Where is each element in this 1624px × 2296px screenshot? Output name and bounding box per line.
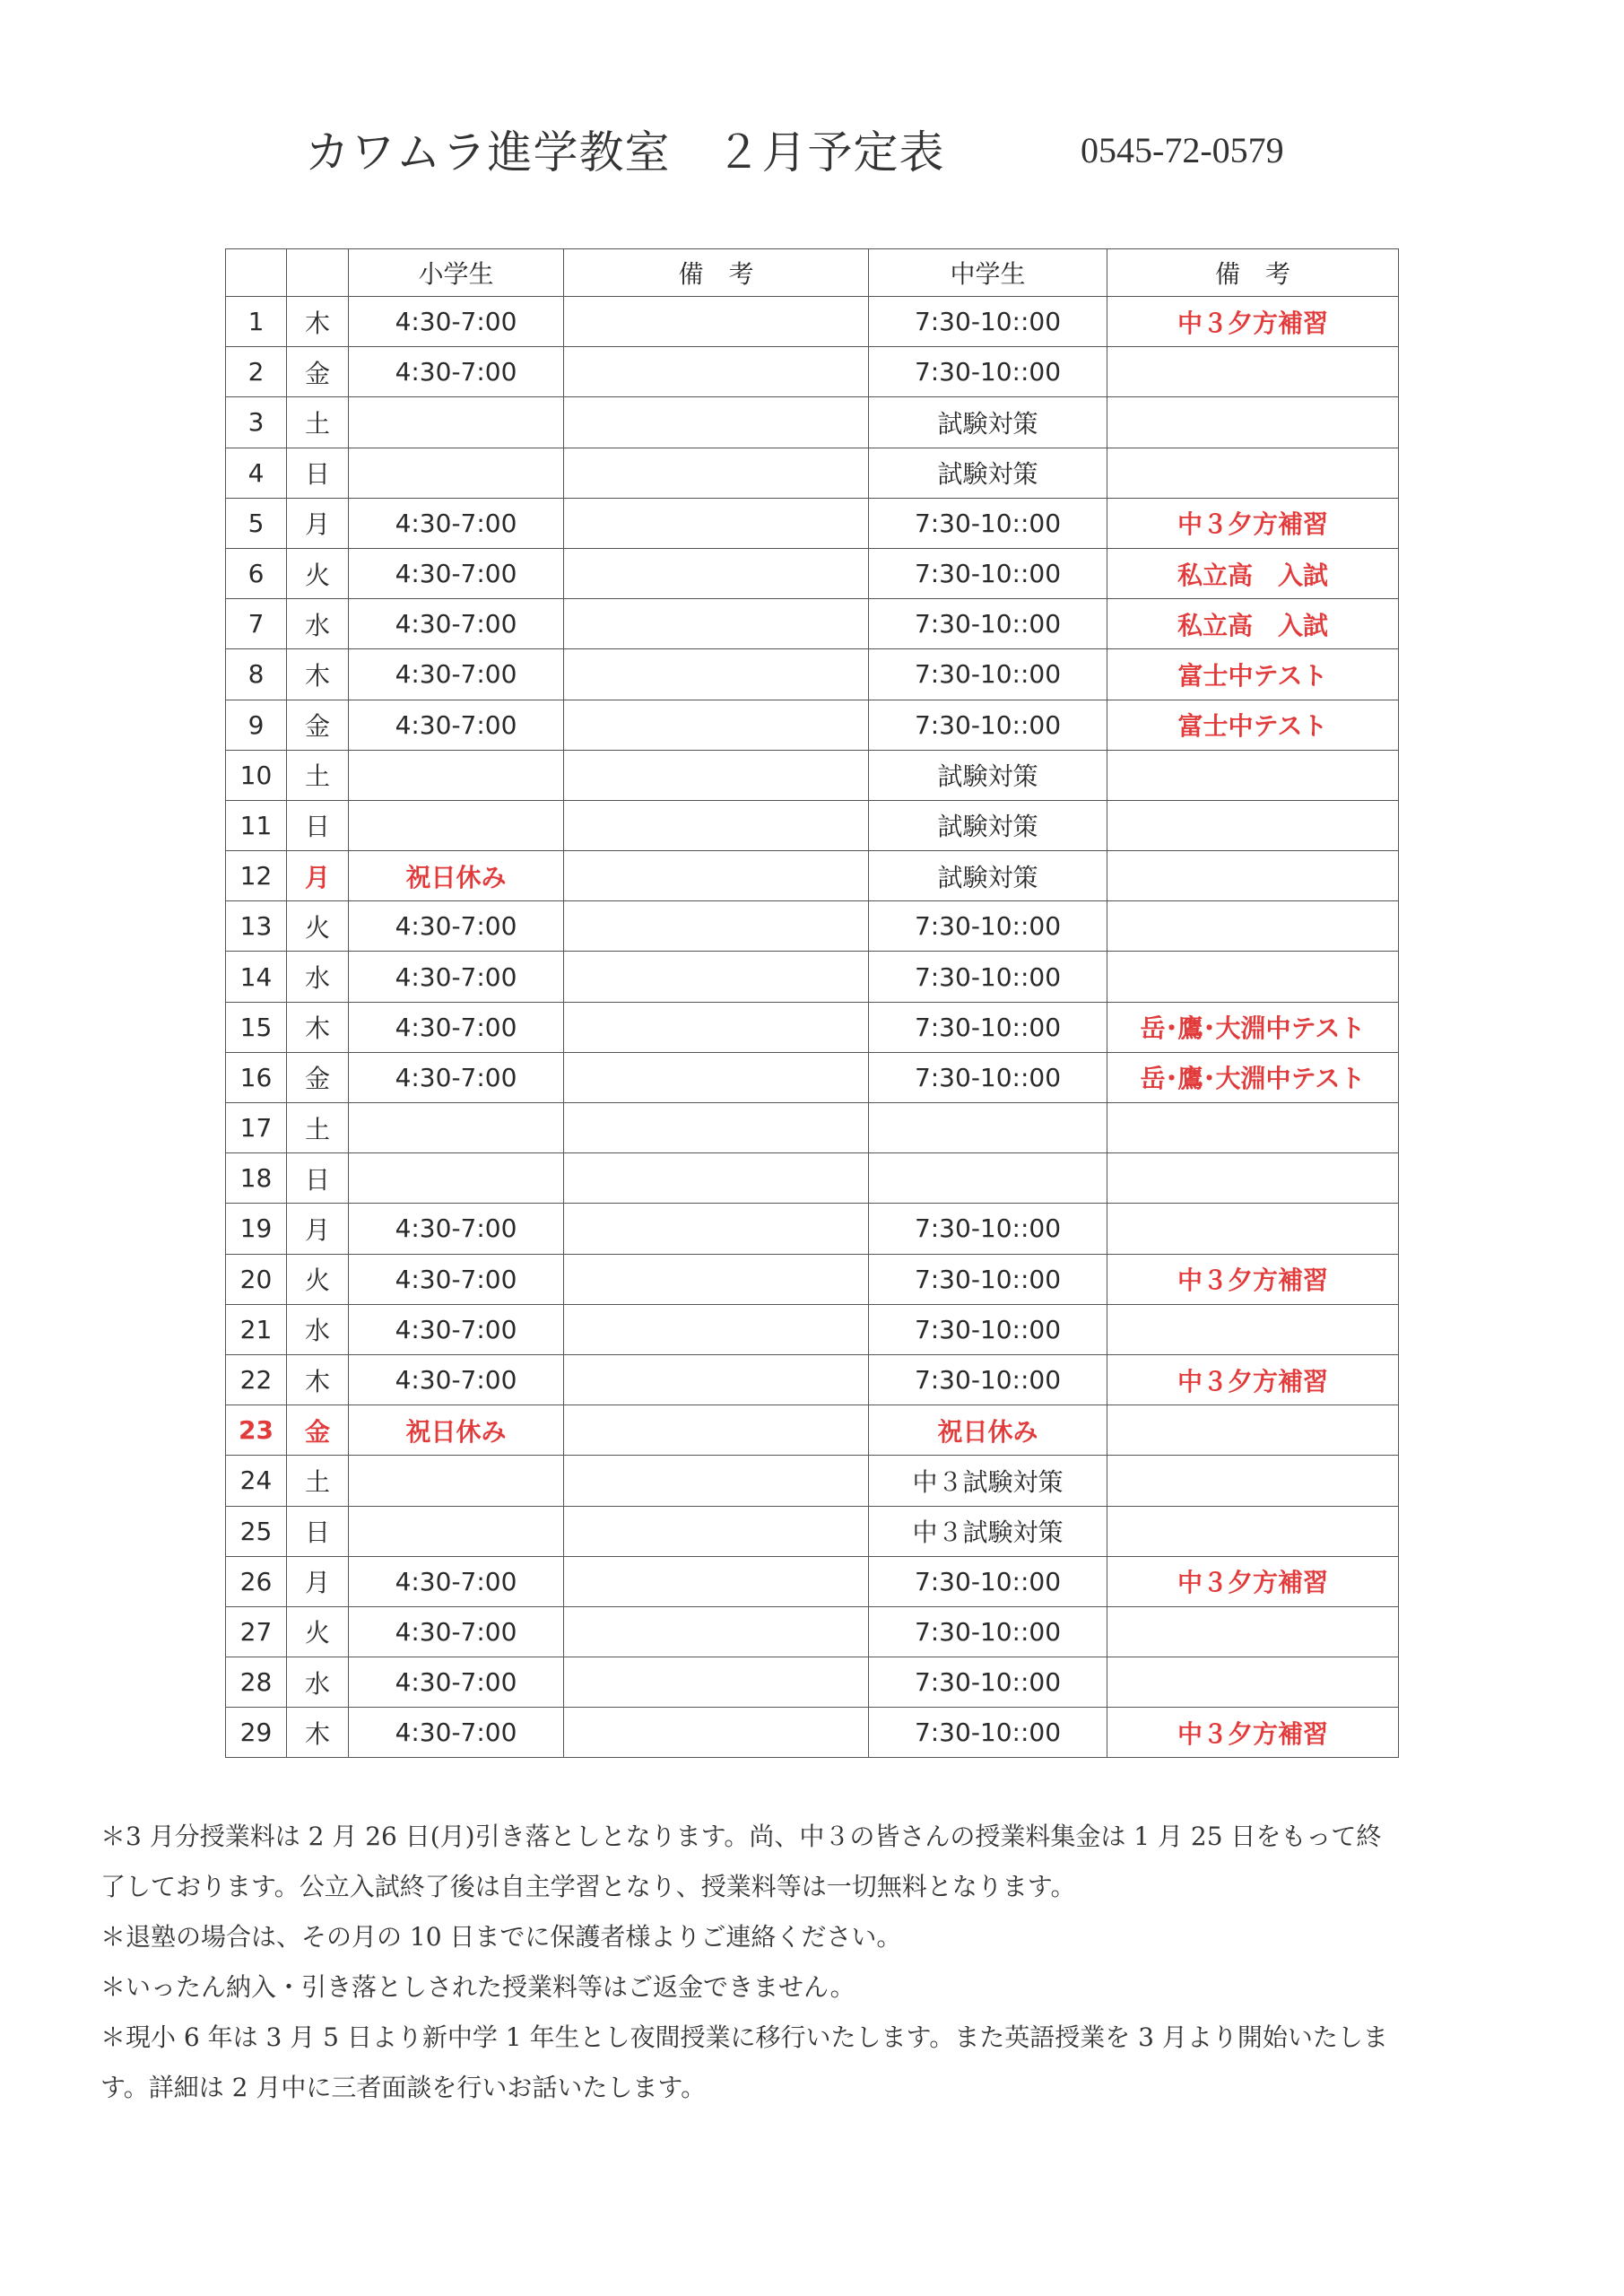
cell-middle-note: [1107, 800, 1399, 850]
cell-middle-note: [1107, 952, 1399, 1002]
cell-middle: 7:30-10::00: [869, 1002, 1107, 1052]
cell-weekday: 土: [287, 1103, 349, 1153]
header-day: [226, 249, 287, 297]
cell-weekday: 水: [287, 1304, 349, 1354]
cell-middle: 7:30-10::00: [869, 1304, 1107, 1354]
cell-elementary-note: [564, 548, 869, 598]
cell-day: 18: [226, 1153, 287, 1204]
cell-elementary-note: [564, 448, 869, 498]
table-row: [226, 1405, 1399, 1456]
cell-middle: 7:30-10::00: [869, 548, 1107, 598]
cell-elementary: 4:30-7:00: [349, 1304, 564, 1354]
cell-middle: 試験対策: [869, 448, 1107, 498]
table-row: [226, 548, 1399, 598]
cell-elementary: [349, 1456, 564, 1506]
table-row: [226, 397, 1399, 448]
cell-middle-note: [1107, 901, 1399, 952]
cell-elementary-note: [564, 498, 869, 548]
cell-day: 13: [226, 901, 287, 952]
cell-weekday: 金: [287, 347, 349, 397]
cell-middle: 7:30-10::00: [869, 649, 1107, 700]
cell-weekday: 木: [287, 1708, 349, 1758]
cell-middle-note: 岳･鷹･大淵中テスト: [1107, 1052, 1399, 1102]
cell-day: 23: [226, 1405, 287, 1456]
cell-elementary-note: [564, 1354, 869, 1405]
table-row: [226, 448, 1399, 498]
cell-elementary: 4:30-7:00: [349, 347, 564, 397]
cell-elementary-note: [564, 800, 869, 850]
cell-elementary-note: [564, 1708, 869, 1758]
cell-day: 21: [226, 1304, 287, 1354]
note-line: す。詳細は 2 月中に三者面談を行いお話いたします。: [100, 2073, 707, 2102]
cell-day: 22: [226, 1354, 287, 1405]
cell-middle-note: [1107, 851, 1399, 901]
cell-middle: [869, 1103, 1107, 1153]
cell-weekday: 水: [287, 1657, 349, 1708]
phone-number: 0545-72-0579: [1081, 130, 1284, 170]
cell-elementary: 4:30-7:00: [349, 1354, 564, 1405]
cell-middle: 7:30-10::00: [869, 700, 1107, 750]
table-row: [226, 1002, 1399, 1052]
cell-middle-note: 中３夕方補習: [1107, 1254, 1399, 1304]
cell-elementary: [349, 1103, 564, 1153]
table-row: [226, 851, 1399, 901]
table-row: [226, 901, 1399, 952]
cell-middle: 7:30-10::00: [869, 498, 1107, 548]
cell-middle-note: [1107, 1456, 1399, 1506]
cell-day: 3: [226, 397, 287, 448]
cell-elementary: 祝日休み: [349, 851, 564, 901]
cell-middle-note: 富士中テスト: [1107, 649, 1399, 700]
cell-elementary-note: [564, 1153, 869, 1204]
schedule-body: [226, 297, 1399, 1758]
table-row: [226, 1304, 1399, 1354]
cell-elementary-note: [564, 1304, 869, 1354]
cell-weekday: 金: [287, 700, 349, 750]
header-weekday: [287, 249, 349, 297]
cell-middle-note: 私立高 入試: [1107, 599, 1399, 649]
cell-middle: 中３試験対策: [869, 1506, 1107, 1556]
header-middle-notes: 備 考: [1107, 249, 1399, 297]
cell-middle: 7:30-10::00: [869, 1254, 1107, 1304]
cell-elementary-note: [564, 1052, 869, 1102]
cell-weekday: 木: [287, 649, 349, 700]
cell-day: 1: [226, 297, 287, 347]
cell-elementary: 4:30-7:00: [349, 1556, 564, 1606]
cell-middle: 7:30-10::00: [869, 901, 1107, 952]
cell-middle-note: [1107, 1304, 1399, 1354]
table-row: [226, 1606, 1399, 1657]
cell-middle: 中３試験対策: [869, 1456, 1107, 1506]
note-line: ＊退塾の場合は、その月の 10 日までに保護者様よりご連絡ください。: [100, 1922, 902, 1952]
cell-elementary-note: [564, 1556, 869, 1606]
cell-elementary-note: [564, 952, 869, 1002]
cell-elementary: [349, 1153, 564, 1204]
cell-elementary: 4:30-7:00: [349, 498, 564, 548]
cell-middle-note: [1107, 750, 1399, 800]
cell-elementary: 4:30-7:00: [349, 1708, 564, 1758]
cell-middle: 7:30-10::00: [869, 1556, 1107, 1606]
cell-elementary: 4:30-7:00: [349, 1204, 564, 1254]
table-row: [226, 1254, 1399, 1304]
cell-middle-note: [1107, 1606, 1399, 1657]
cell-weekday: 木: [287, 297, 349, 347]
table-row: [226, 1708, 1399, 1758]
cell-day: 10: [226, 750, 287, 800]
cell-day: 4: [226, 448, 287, 498]
cell-weekday: 火: [287, 1254, 349, 1304]
cell-middle: [869, 1153, 1107, 1204]
cell-weekday: 火: [287, 1606, 349, 1657]
cell-day: 20: [226, 1254, 287, 1304]
table-row: [226, 1204, 1399, 1254]
cell-elementary: 4:30-7:00: [349, 548, 564, 598]
cell-middle: 7:30-10::00: [869, 599, 1107, 649]
cell-middle: 7:30-10::00: [869, 1606, 1107, 1657]
cell-middle: 7:30-10::00: [869, 952, 1107, 1002]
cell-middle-note: 中３夕方補習: [1107, 498, 1399, 548]
cell-elementary-note: [564, 599, 869, 649]
cell-day: 28: [226, 1657, 287, 1708]
cell-middle-note: [1107, 1153, 1399, 1204]
cell-elementary: 4:30-7:00: [349, 599, 564, 649]
cell-elementary-note: [564, 1254, 869, 1304]
page-header: [0, 117, 1624, 188]
cell-day: 9: [226, 700, 287, 750]
cell-middle-note: 中３夕方補習: [1107, 297, 1399, 347]
cell-day: 26: [226, 1556, 287, 1606]
cell-weekday: 日: [287, 800, 349, 850]
cell-weekday: 土: [287, 750, 349, 800]
cell-elementary-note: [564, 1405, 869, 1456]
cell-middle: 祝日休み: [869, 1405, 1107, 1456]
cell-day: 29: [226, 1708, 287, 1758]
cell-elementary: [349, 1506, 564, 1556]
cell-elementary: [349, 800, 564, 850]
table-row: [226, 1153, 1399, 1204]
table-row: [226, 1456, 1399, 1506]
cell-elementary-note: [564, 1506, 869, 1556]
cell-middle-note: [1107, 1103, 1399, 1153]
cell-middle-note: 中３夕方補習: [1107, 1556, 1399, 1606]
cell-weekday: 月: [287, 498, 349, 548]
table-row: [226, 649, 1399, 700]
cell-middle-note: [1107, 448, 1399, 498]
cell-elementary: 4:30-7:00: [349, 952, 564, 1002]
header-elementary-notes: 備 考: [564, 249, 869, 297]
cell-middle: 7:30-10::00: [869, 297, 1107, 347]
table-row: [226, 1506, 1399, 1556]
cell-weekday: 木: [287, 1354, 349, 1405]
table-row: [226, 1052, 1399, 1102]
cell-weekday: 金: [287, 1052, 349, 1102]
cell-middle-note: 富士中テスト: [1107, 700, 1399, 750]
cell-day: 17: [226, 1103, 287, 1153]
cell-elementary-note: [564, 1103, 869, 1153]
cell-middle-note: [1107, 1657, 1399, 1708]
notes-section: [100, 1812, 1535, 2113]
cell-weekday: 水: [287, 599, 349, 649]
cell-day: 7: [226, 599, 287, 649]
cell-elementary-note: [564, 347, 869, 397]
cell-day: 24: [226, 1456, 287, 1506]
table-row: [226, 347, 1399, 397]
cell-middle-note: 中３夕方補習: [1107, 1354, 1399, 1405]
cell-elementary-note: [564, 1657, 869, 1708]
schedule-table: [225, 248, 1399, 1758]
cell-weekday: 火: [287, 901, 349, 952]
cell-elementary: 4:30-7:00: [349, 1606, 564, 1657]
table-row: [226, 1556, 1399, 1606]
cell-day: 5: [226, 498, 287, 548]
cell-middle-note: 中３夕方補習: [1107, 1708, 1399, 1758]
cell-middle: 7:30-10::00: [869, 1052, 1107, 1102]
header-middle-school: 中学生: [869, 249, 1107, 297]
note-line: ＊3 月分授業料は 2 月 26 日(月)引き落としとなります。尚、中３の皆さんの授業料集金は 1 月 25 日をもって終: [100, 1822, 1382, 1851]
cell-weekday: 月: [287, 851, 349, 901]
cell-elementary-note: [564, 297, 869, 347]
cell-day: 6: [226, 548, 287, 598]
cell-middle: 試験対策: [869, 750, 1107, 800]
cell-weekday: 日: [287, 1506, 349, 1556]
cell-day: 11: [226, 800, 287, 850]
table-row: [226, 700, 1399, 750]
cell-middle-note: 私立高 入試: [1107, 548, 1399, 598]
cell-middle: 7:30-10::00: [869, 1708, 1107, 1758]
cell-elementary-note: [564, 649, 869, 700]
page-title: カワムラ進学教室 ２月予定表: [305, 126, 945, 178]
cell-elementary-note: [564, 750, 869, 800]
table-row: [226, 1103, 1399, 1153]
cell-elementary-note: [564, 1606, 869, 1657]
cell-weekday: 月: [287, 1204, 349, 1254]
cell-elementary: 4:30-7:00: [349, 649, 564, 700]
table-row: [226, 1657, 1399, 1708]
cell-weekday: 木: [287, 1002, 349, 1052]
table-row: [226, 1354, 1399, 1405]
cell-day: 19: [226, 1204, 287, 1254]
cell-middle-note: [1107, 1506, 1399, 1556]
cell-middle: 7:30-10::00: [869, 1204, 1107, 1254]
cell-day: 25: [226, 1506, 287, 1556]
note-line: ＊いったん納入・引き落としされた授業料等はご返金できません。: [100, 1972, 855, 2002]
cell-day: 16: [226, 1052, 287, 1102]
cell-weekday: 土: [287, 1456, 349, 1506]
table-row: [226, 599, 1399, 649]
cell-elementary-note: [564, 1204, 869, 1254]
cell-elementary: 祝日休み: [349, 1405, 564, 1456]
table-row: [226, 750, 1399, 800]
cell-day: 12: [226, 851, 287, 901]
cell-middle: 試験対策: [869, 800, 1107, 850]
cell-elementary: 4:30-7:00: [349, 1254, 564, 1304]
cell-weekday: 火: [287, 548, 349, 598]
cell-elementary: [349, 397, 564, 448]
cell-day: 14: [226, 952, 287, 1002]
cell-elementary-note: [564, 1002, 869, 1052]
cell-day: 15: [226, 1002, 287, 1052]
cell-elementary-note: [564, 397, 869, 448]
cell-day: 27: [226, 1606, 287, 1657]
cell-middle: 試験対策: [869, 851, 1107, 901]
cell-middle: 7:30-10::00: [869, 1657, 1107, 1708]
cell-middle: 7:30-10::00: [869, 347, 1107, 397]
table-row: [226, 297, 1399, 347]
note-line: 了しております。公立入試終了後は自主学習となり、授業料等は一切無料となります。: [100, 1872, 1076, 1901]
cell-middle-note: 岳･鷹･大淵中テスト: [1107, 1002, 1399, 1052]
cell-elementary: 4:30-7:00: [349, 1002, 564, 1052]
cell-weekday: 土: [287, 397, 349, 448]
cell-elementary-note: [564, 901, 869, 952]
table-row: [226, 952, 1399, 1002]
cell-middle: 試験対策: [869, 397, 1107, 448]
table-row: [226, 800, 1399, 850]
header-elementary: 小学生: [349, 249, 564, 297]
cell-elementary-note: [564, 851, 869, 901]
cell-middle-note: [1107, 1405, 1399, 1456]
cell-middle-note: [1107, 1204, 1399, 1254]
cell-weekday: 日: [287, 448, 349, 498]
cell-elementary: 4:30-7:00: [349, 1657, 564, 1708]
table-header-row: [226, 249, 1399, 297]
cell-elementary: [349, 448, 564, 498]
cell-weekday: 水: [287, 952, 349, 1002]
cell-elementary-note: [564, 700, 869, 750]
cell-weekday: 月: [287, 1556, 349, 1606]
cell-elementary: 4:30-7:00: [349, 700, 564, 750]
table-row: [226, 498, 1399, 548]
cell-weekday: 日: [287, 1153, 349, 1204]
cell-elementary: [349, 750, 564, 800]
cell-middle-note: [1107, 347, 1399, 397]
cell-elementary: 4:30-7:00: [349, 901, 564, 952]
cell-middle: 7:30-10::00: [869, 1354, 1107, 1405]
cell-weekday: 金: [287, 1405, 349, 1456]
cell-day: 8: [226, 649, 287, 700]
cell-day: 2: [226, 347, 287, 397]
cell-elementary: 4:30-7:00: [349, 297, 564, 347]
cell-middle-note: [1107, 397, 1399, 448]
note-line: ＊現小 6 年は 3 月 5 日より新中学 1 年生とし夜間授業に移行いたします。また英語授業を 3 月より開始いたしま: [100, 2022, 1388, 2052]
cell-elementary-note: [564, 1456, 869, 1506]
cell-elementary: 4:30-7:00: [349, 1052, 564, 1102]
